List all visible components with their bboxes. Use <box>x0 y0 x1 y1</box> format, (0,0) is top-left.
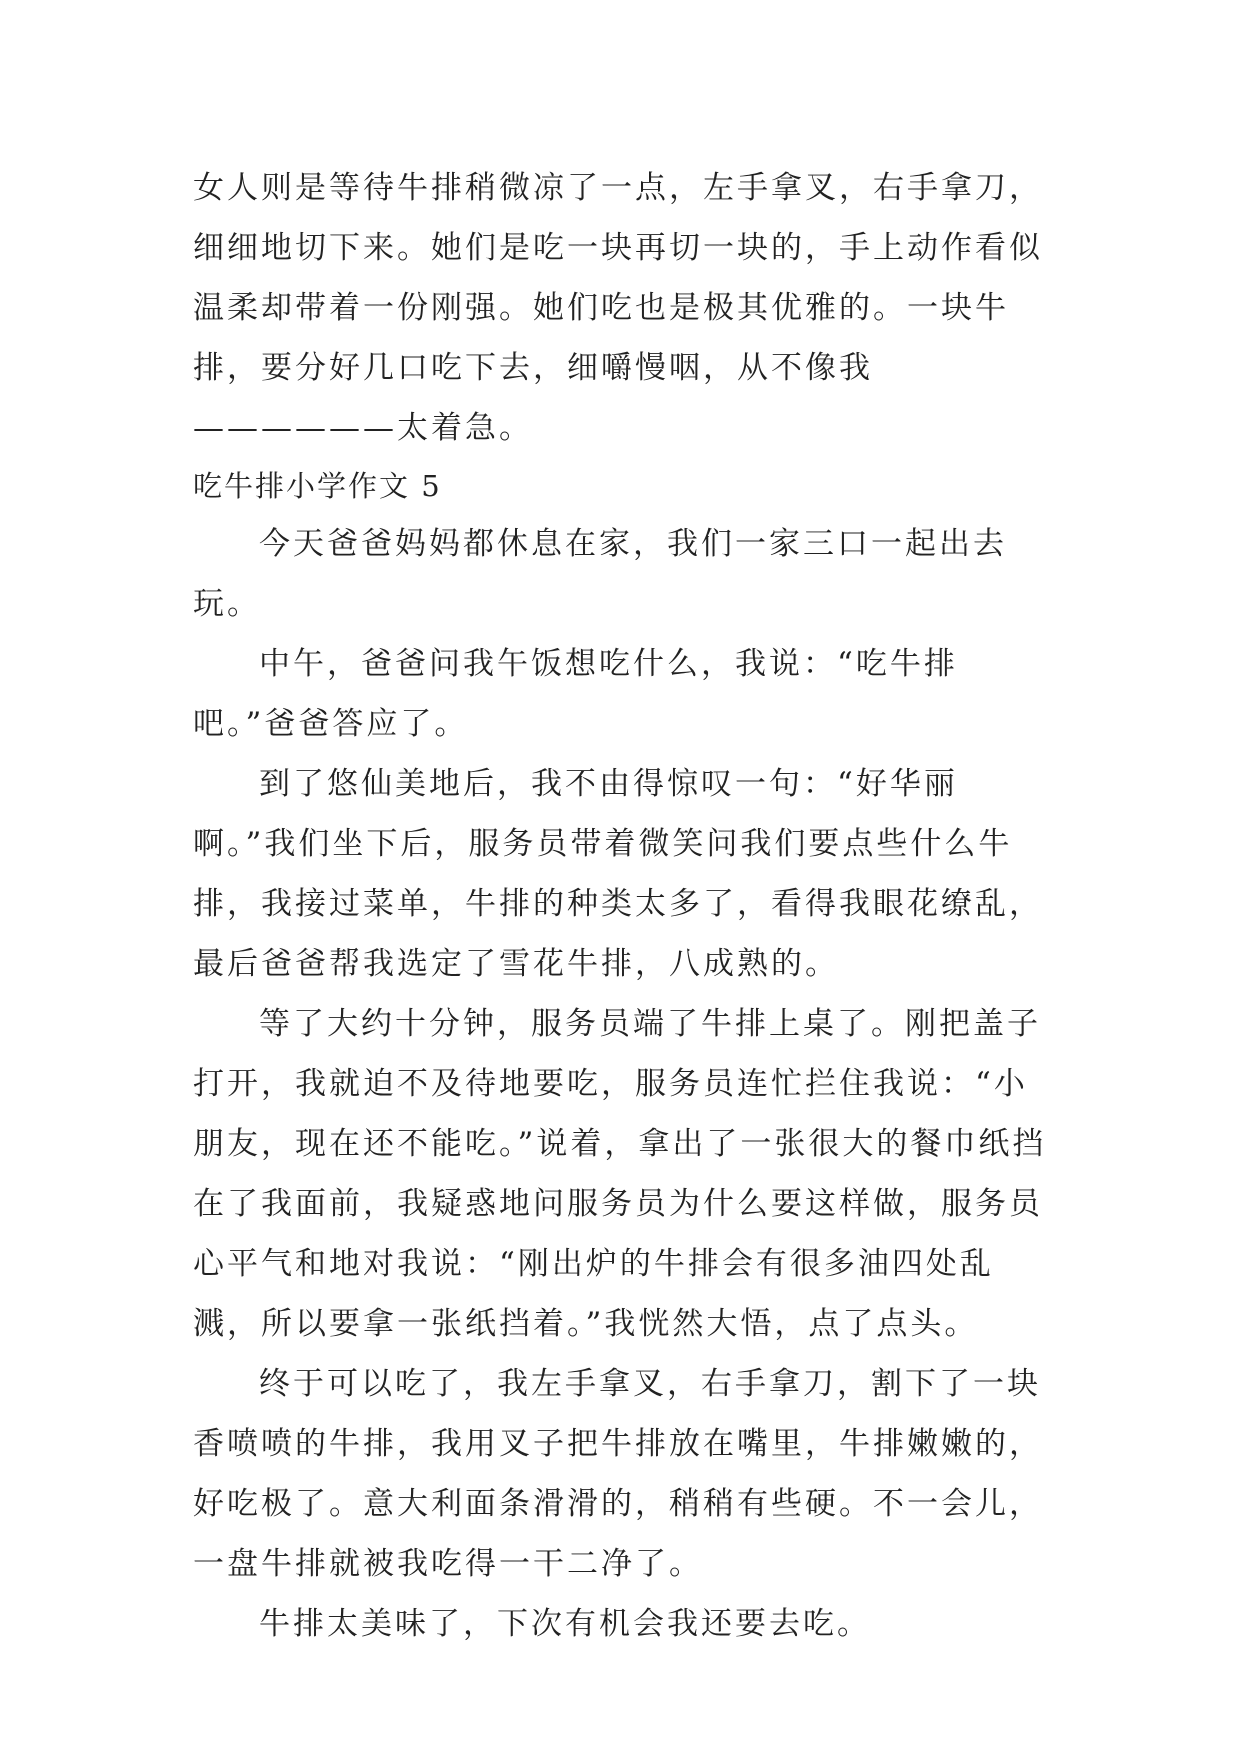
paragraph-continued: 女人则是等待牛排稍微凉了一点，左手拿叉，右手拿刀，细细地切下来。她们是吃一块再切一块的，手上动作看似温柔却带着一份刚强。她们吃也是极其优雅的。一块牛排，要分好几口吃下去，细嚼慢咽，从不像我——————太着急。 <box>193 170 1043 446</box>
paragraph-6: 牛排太美味了，下次有机会我还要去吃。 <box>259 1606 871 1642</box>
paragraph-1: 今天爸爸妈妈都休息在家，我们一家三口一起出去玩。 <box>193 526 1007 622</box>
paragraph-4: 等了大约十分钟，服务员端了牛排上桌了。刚把盖子打开，我就迫不及待地要吃，服务员连忙拦住我说：“小朋友，现在还不能吃。”说着，拿出了一张很大的餐巾纸挡在了我面前，我疑惑地问服务员为什么要这样做，服务员心平气和地对我说：“刚出炉的牛排会有很多油四处乱溅，所以要拿一张纸挡着。”我恍然大悟，点了点头。 <box>193 1006 1047 1342</box>
paragraph-5: 终于可以吃了，我左手拿叉，右手拿刀，割下了一块香喷喷的牛排，我用叉子把牛排放在嘴里，牛排嫩嫩的，好吃极了。意大利面条滑滑的，稍稍有些硬。不一会儿，一盘牛排就被我吃得一干二净了。 <box>193 1366 1043 1582</box>
document-page <box>193 158 1053 1654</box>
paragraph-2: 中午，爸爸问我午饭想吃什么，我说：“吃牛排吧。”爸爸答应了。 <box>193 646 958 742</box>
section-title: 吃牛排小学作文 5 <box>193 469 442 503</box>
paragraph-3: 到了悠仙美地后，我不由得惊叹一句：“好华丽啊。”我们坐下后，服务员带着微笑问我们要点些什么牛排，我接过菜单，牛排的种类太多了，看得我眼花缭乱，最后爸爸帮我选定了雪花牛排，八成熟的。 <box>193 766 1043 982</box>
